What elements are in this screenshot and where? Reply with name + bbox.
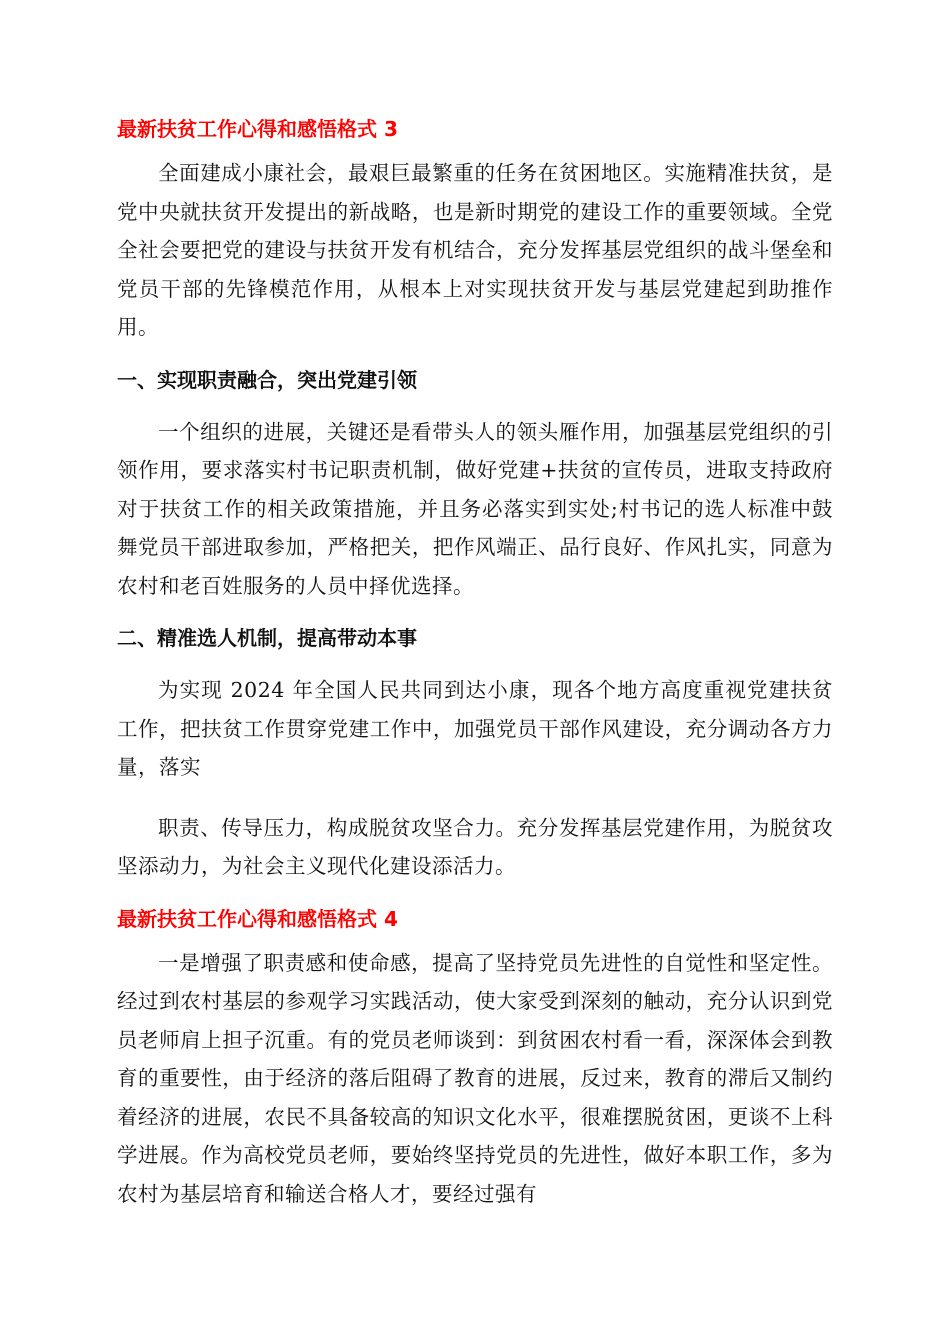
section-2-paragraph-2: 职责、传导压力，构成脱贫攻坚合力。充分发挥基层党建作用，为脱贫攻坚添动力，为社会主义现代化建设添活力。 — [117, 815, 833, 878]
intro-paragraph: 全面建成小康社会，最艰巨最繁重的任务在贫困地区。实施精准扶贫，是党中央就扶贫开发提出的新战略，也是新时期党的建设工作的重要领域。全党全社会要把党的建设与扶贫开发有机结合，充分发挥基层党组织的战斗堡垒和党员干部的先锋模范作用，从根本上对实现扶贫开发与基层党建起到助推作用。 — [117, 161, 833, 339]
article-heading-3: 最新扶贫工作心得和感悟格式 3 — [117, 117, 398, 141]
section-2-paragraph-1: 为实现 2024 年全国人民共同到达小康，现各个地方高度重视党建扶贫工作，把扶贫工作贯穿党建工作中，加强党员干部作风建设，充分调动各方力量，落实 — [117, 678, 833, 779]
section-4-paragraph: 一是增强了职责感和使命感，提高了坚持党员先进性的自觉性和坚定性。经过到农村基层的参观学习实践活动，使大家受到深刻的触动，充分认识到党员老师肩上担子沉重。有的党员老师谈到：到贫困农村看一看，深深体会到教育的重要性，由于经济的落后阻碍了教育的进展，反过来，教育的滞后又制约着经济的进展，农民不具备较高的知识文化水平，很难摆脱贫困，更谈不上科学进展。作为高校党员老师，要始终坚持党员的先进性，做好本职工作，多为农村为基层培育和输送合格人才，要经过强有 — [117, 950, 833, 1206]
section-1-paragraph: 一个组织的进展，关键还是看带头人的领头雁作用，加强基层党组织的引领作用，要求落实村书记职责机制，做好党建+扶贫的宣传员，进取支持政府对于扶贫工作的相关政策措施，并且务必落实到实处;村书记的选人标准中鼓舞党员干部进取参加，严格把关，把作风端正、品行良好、作风扎实，同意为农村和老百姓服务的人员中择优选择。 — [117, 419, 833, 598]
section-2-title: 二、精准选人机制，提高带动本事 — [117, 626, 417, 650]
document-body — [117, 110, 833, 1213]
article-heading-4: 最新扶贫工作心得和感悟格式 4 — [117, 906, 398, 931]
section-1-title: 一、实现职责融合，突出党建引领 — [117, 367, 417, 392]
